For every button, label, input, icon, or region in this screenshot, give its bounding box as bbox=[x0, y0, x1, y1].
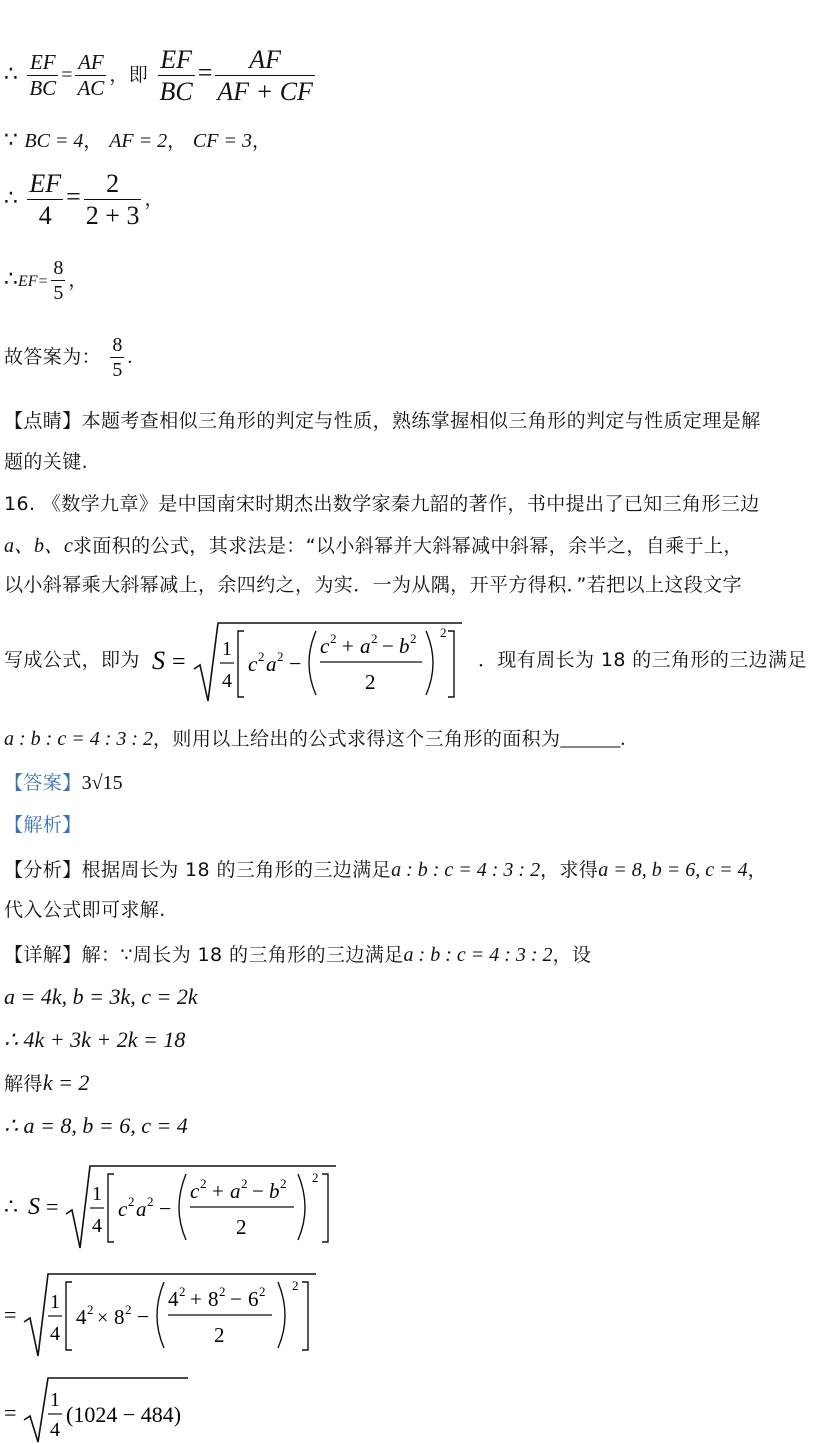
eq-perimeter: ∴ 4k + 3k + 2k = 18 bbox=[4, 1027, 186, 1052]
svg-text:8: 8 bbox=[114, 1305, 125, 1329]
svg-text:=: = bbox=[4, 1400, 17, 1425]
svg-text:−: − bbox=[159, 1196, 172, 1221]
therefore-symbol: ∴ bbox=[4, 62, 18, 88]
cf-value: CF = 3 bbox=[192, 130, 252, 152]
fraction-af-ac: $\frac{AF}{AC}$ bbox=[77, 50, 105, 101]
svg-text:4: 4 bbox=[168, 1287, 179, 1311]
svg-text:=: = bbox=[4, 1302, 17, 1327]
svg-text:2: 2 bbox=[258, 649, 265, 664]
answer-tag: 【答案】 bbox=[4, 772, 82, 794]
svg-text:+: + bbox=[342, 634, 354, 658]
fraction-af-sum: $\frac{AF}{AF + CF}$ bbox=[217, 45, 313, 107]
svg-text:2: 2 bbox=[214, 1323, 225, 1347]
dianjing-line1: 【点睛】本题考查相似三角形的判定与性质，熟练掌握相似三角形的判定与性质定理是解 bbox=[4, 410, 761, 432]
svg-text:×: × bbox=[97, 1307, 109, 1329]
xiangjie-line: 【详解】解：∵周长为 18 的三角形的三边满足a : b : c = 4 : 3 : 2，设 bbox=[4, 944, 592, 966]
svg-text:a: a bbox=[230, 1179, 241, 1203]
svg-text:2: 2 bbox=[241, 1176, 248, 1191]
svg-text:6: 6 bbox=[248, 1287, 259, 1311]
eq-solve-k: 解得k = 2 bbox=[4, 1070, 90, 1095]
svg-text:2: 2 bbox=[147, 1194, 154, 1209]
answer-fraction: $\frac{8}{5}$ bbox=[112, 334, 123, 381]
svg-text:c: c bbox=[118, 1197, 128, 1221]
svg-text:1: 1 bbox=[222, 638, 232, 660]
eq-values: ∴ a = 8, b = 6, c = 4 bbox=[4, 1113, 188, 1138]
formula-final bbox=[4, 1372, 204, 1444]
svg-text:2: 2 bbox=[236, 1215, 247, 1239]
answer-blank[interactable]: ______ bbox=[560, 728, 621, 750]
svg-text:8: 8 bbox=[208, 1287, 219, 1311]
fenxi-line1: 【分析】根据周长为 18 的三角形的三边满足a : b : c = 4 : 3 : 2，求得a = 8, b = 6, c = 4， bbox=[4, 859, 768, 881]
formula-restated bbox=[4, 1160, 344, 1252]
step3-line: ∴ $\frac{EF}{4}$ = $\frac{2}{2 + 3}$ ， bbox=[4, 169, 164, 231]
svg-text:1: 1 bbox=[50, 1389, 60, 1411]
step4-line: ∴EF= $\frac{8}{5}$ ， bbox=[4, 257, 88, 304]
q16-line2: a、b、c求面积的公式，其求法是：“以小斜幂并大斜幂减中斜幂，余半之，自乘于上， bbox=[4, 535, 743, 557]
svg-text:4: 4 bbox=[50, 1419, 60, 1441]
answer-line: 故答案为： $\frac{8}{5}$ . bbox=[4, 334, 133, 381]
dianjing-line2: 题的关键. bbox=[4, 451, 89, 473]
svg-text:2: 2 bbox=[371, 631, 378, 646]
formula-substituted bbox=[4, 1268, 324, 1360]
svg-text:a: a bbox=[136, 1197, 147, 1221]
svg-text:c: c bbox=[320, 634, 330, 658]
answer-row bbox=[4, 770, 123, 795]
svg-text:a: a bbox=[360, 634, 371, 658]
svg-text:2: 2 bbox=[128, 1194, 135, 1209]
svg-text:−: − bbox=[230, 1287, 242, 1311]
svg-text:1: 1 bbox=[50, 1291, 60, 1313]
svg-text:−: − bbox=[289, 651, 302, 676]
q16-line5: a : b : c = 4 : 3 : 2，则用以上给出的公式求得这个三角形的面积为______. bbox=[4, 728, 626, 750]
svg-text:∴: ∴ bbox=[4, 1194, 18, 1219]
svg-text:2: 2 bbox=[200, 1176, 207, 1191]
eq-substitution: a = 4k, b = 3k, c = 2k bbox=[4, 984, 198, 1009]
svg-text:b: b bbox=[399, 634, 410, 658]
svg-text:2: 2 bbox=[259, 1284, 266, 1299]
svg-text:2: 2 bbox=[125, 1302, 132, 1317]
svg-text:2: 2 bbox=[330, 631, 337, 646]
svg-text:2: 2 bbox=[87, 1302, 94, 1317]
fraction-ef-bc-large: $\frac{EF}{BC}$ bbox=[159, 45, 193, 107]
svg-text:2: 2 bbox=[280, 1176, 287, 1191]
svg-text:2: 2 bbox=[292, 1278, 299, 1293]
svg-text:2: 2 bbox=[440, 625, 447, 640]
svg-text:2: 2 bbox=[277, 649, 284, 664]
svg-text:=: = bbox=[46, 1194, 59, 1219]
fenxi-line2: 代入公式即可求解. bbox=[4, 899, 166, 921]
svg-text:2: 2 bbox=[312, 1170, 319, 1185]
svg-text:4: 4 bbox=[222, 670, 232, 692]
step1-line: ∴ $\frac{EF}{BC}$ = $\frac{AF}{AC}$ ，即 $\frac{EF}{BC}$ = $\frac{AF}{AF + CF}$ bbox=[4, 45, 313, 107]
svg-text:c: c bbox=[190, 1179, 200, 1203]
fraction-2-over-5: $\frac{2}{2 + 3}$ bbox=[85, 169, 140, 231]
svg-text:2: 2 bbox=[179, 1284, 186, 1299]
svg-text:4: 4 bbox=[50, 1323, 60, 1345]
bc-value: BC = 4 bbox=[24, 130, 84, 152]
svg-text:(1024 − 484): (1024 − 484) bbox=[66, 1402, 182, 1427]
svg-text:b: b bbox=[269, 1179, 280, 1203]
fraction-ef-bc: $\frac{EF}{BC}$ bbox=[29, 50, 57, 101]
svg-text:+: + bbox=[212, 1179, 224, 1203]
q16-line3: 以小斜幂乘大斜幂减上，余四约之，为实．一为从隅，开平方得积．”若把以上这段文字 bbox=[4, 574, 742, 596]
svg-text:4: 4 bbox=[76, 1305, 87, 1329]
svg-text:1: 1 bbox=[92, 1183, 102, 1205]
svg-text:2: 2 bbox=[410, 631, 417, 646]
answer-value: 3√15 bbox=[81, 772, 123, 794]
step2-line: ∵ BC = 4， AF = 2， CF = 3， bbox=[4, 128, 272, 153]
fraction-8-5: $\frac{8}{5}$ bbox=[53, 257, 64, 304]
svg-text:−: − bbox=[382, 634, 394, 658]
svg-text:−: − bbox=[137, 1304, 150, 1329]
heron-formula bbox=[150, 617, 470, 707]
svg-text:2: 2 bbox=[365, 670, 376, 694]
svg-text:4: 4 bbox=[92, 1215, 102, 1237]
svg-text:a: a bbox=[266, 652, 277, 676]
svg-text:c: c bbox=[248, 652, 258, 676]
fraction-ef-4: $\frac{EF}{4}$ bbox=[29, 169, 62, 231]
svg-text:S: S bbox=[152, 646, 165, 675]
svg-text:+: + bbox=[190, 1287, 202, 1311]
svg-text:S: S bbox=[28, 1194, 40, 1220]
svg-text:2: 2 bbox=[219, 1284, 226, 1299]
svg-text:−: − bbox=[252, 1179, 264, 1203]
analysis-tag: 【解析】 bbox=[4, 814, 82, 836]
af-value: AF = 2 bbox=[109, 130, 168, 152]
svg-text:=: = bbox=[172, 649, 186, 675]
q16-line1: 16. 《数学九章》是中国南宋时期杰出数学家秦九韶的著作，书中提出了已知三角形三边 bbox=[4, 493, 760, 515]
